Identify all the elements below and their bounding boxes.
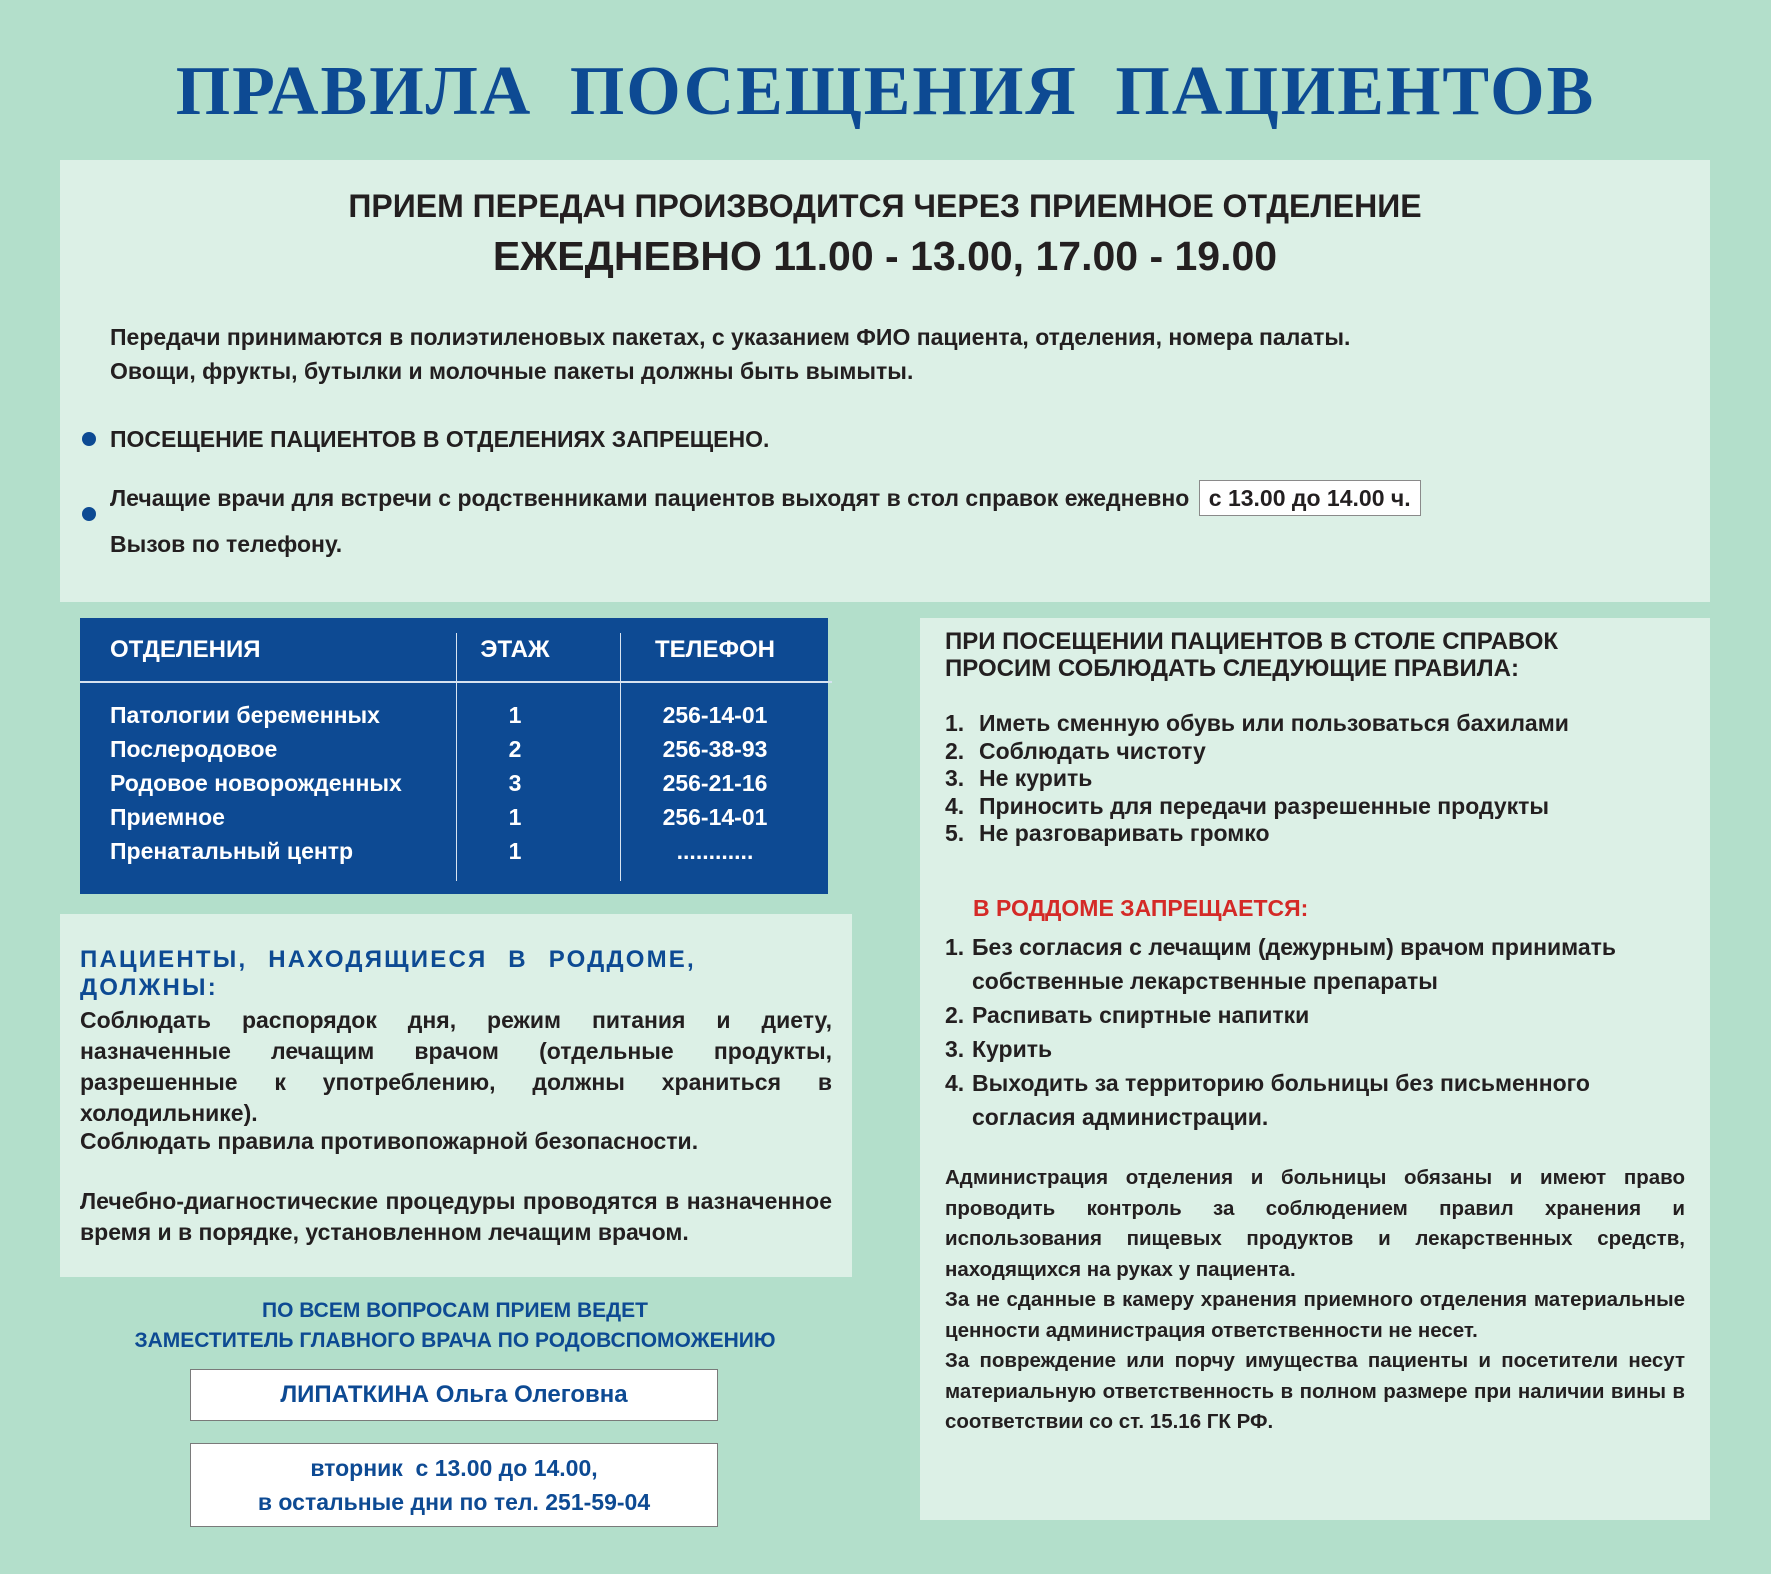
visitor-rules-heading-line-2: ПРОСИМ СОБЛЮДАТЬ СЛЕДУЮЩИЕ ПРАВИЛА: — [945, 655, 1519, 682]
administration-notice-3: За повреждение или порчу имущества пациенты и посетители несут материальную ответственность в полном размере при наличии вины в соответствии со ст. 15.16 ГК РФ. — [945, 1349, 1685, 1433]
forbidden-heading: В РОДДОМЕ ЗАПРЕЩАЕТСЯ: — [973, 895, 1309, 921]
header-divider — [80, 681, 832, 683]
table-row — [80, 736, 828, 770]
doctor-meeting-text: Лечащие врачи для встречи с родственниками пациентов выходят в стол справок ежедневно — [110, 485, 1190, 511]
bullet-icon — [82, 507, 96, 521]
list-item: 5. Не разговаривать громко — [945, 820, 1270, 846]
department-phone: ............ — [676, 838, 754, 864]
table-row — [80, 702, 828, 736]
visiting-forbidden-notice: ПОСЕЩЕНИЕ ПАЦИЕНТОВ В ОТДЕЛЕНИЯХ ЗАПРЕЩЕНО. — [110, 426, 770, 452]
reception-hours-line-1: вторник с 13.00 до 14.00, — [310, 1455, 598, 1481]
visitor-rules-list — [945, 710, 1569, 848]
header-phone: ТЕЛЕФОН — [655, 636, 775, 663]
list-item: 3. Не курить — [945, 765, 1093, 791]
transfer-info-panel — [60, 160, 1710, 602]
phone-call-note: Вызов по телефону. — [110, 531, 343, 557]
table-row — [80, 770, 828, 804]
list-item: 1. Без согласия с лечащим (дежурным) врачом принимать собственные лекарственные препараты — [945, 934, 1617, 994]
administration-notice-1: Администрация отделения и больницы обязаны и имеют право проводить контроль за соблюдением правил хранения и использования пищевых продуктов и лекарственных средств, находящихся на руках у пациента. — [945, 1166, 1685, 1281]
department-phone: 256-21-16 — [662, 770, 768, 796]
doctor-meeting-notice — [110, 480, 1421, 516]
doctor-meeting-hours: с 13.00 до 14.00 ч. — [1199, 480, 1421, 516]
list-item: 2. Соблюдать чистоту — [945, 737, 1206, 764]
department-phone: 256-14-01 — [662, 702, 768, 728]
page-title: ПРАВИЛА ПОСЕЩЕНИЯ ПАЦИЕНТОВ — [175, 53, 1596, 130]
patient-duties-panel — [60, 914, 852, 1277]
forbidden-list — [945, 930, 1685, 1134]
visitor-rules-heading — [945, 628, 1558, 682]
list-item: 2. Распивать спиртные напитки — [945, 1002, 1310, 1028]
header-floor: ЭТАЖ — [480, 636, 550, 663]
list-item: 4. Приносить для передачи разрешенные продукты — [945, 792, 1550, 819]
department-floor: 2 — [508, 736, 522, 762]
administration-notice-2: За не сданные в камеру хранения приемного отделения материальные ценности администрация ответственности не несет. — [945, 1288, 1685, 1342]
department-name: Пренатальный центр — [110, 838, 354, 864]
department-name: Патологии беременных — [110, 702, 380, 728]
reception-hours-line-2: в остальные дни по тел. 251-59-04 — [257, 1489, 651, 1515]
patient-duty-1: Соблюдать распорядок дня, режим питания и диету, назначенные лечащим врачом (отдельные продукты, разрешенные к употреблению, должны храниться в холодильнике). — [80, 1007, 832, 1126]
list-item: 1. Иметь сменную обувь или пользоваться бахилами — [945, 710, 1569, 736]
department-name: Родовое новорожденных — [110, 770, 402, 796]
patient-duty-3: Лечебно-диагностические процедуры проводятся в назначенное время и в порядке, установленном лечащим врачом. — [80, 1188, 832, 1245]
department-floor: 3 — [508, 770, 522, 796]
patient-duty-2: Соблюдать правила противопожарной безопасности. — [80, 1128, 699, 1154]
contact-note — [60, 1296, 850, 1356]
transfer-rule-line-2: Овощи, фрукты, бутылки и молочные пакеты должны быть вымыты. — [110, 358, 914, 384]
contact-line-2: ЗАМЕСТИТЕЛЬ ГЛАВНОГО ВРАЧА ПО РОДОВСПОМОЖЕНИЮ — [134, 1329, 776, 1352]
department-floor: 1 — [508, 838, 522, 864]
header-departments: ОТДЕЛЕНИЯ — [110, 636, 261, 663]
list-item: 4. Выходить за территорию больницы без письменного согласия администрации. — [945, 1070, 1590, 1130]
department-name: Послеродовое — [110, 736, 278, 762]
visitor-rules-heading-line-1: ПРИ ПОСЕЩЕНИИ ПАЦИЕНТОВ В СТОЛЕ СПРАВОК — [945, 628, 1559, 655]
departments-table — [80, 618, 828, 894]
table-row — [80, 804, 828, 838]
department-phone: 256-14-01 — [662, 804, 768, 830]
department-floor: 1 — [508, 702, 522, 728]
reception-hours-box — [190, 1443, 718, 1527]
list-item: 3. Курить — [945, 1036, 1053, 1062]
contact-line-1: ПО ВСЕМ ВОПРОСАМ ПРИЕМ ВЕДЕТ — [262, 1299, 648, 1322]
visitor-rules-panel — [920, 618, 1710, 1520]
department-floor: 1 — [508, 804, 522, 830]
transfer-heading: ПРИЕМ ПЕРЕДАЧ ПРОИЗВОДИТСЯ ЧЕРЕЗ ПРИЕМНОЕ ОТДЕЛЕНИЕ — [348, 188, 1422, 224]
table-row — [80, 838, 828, 872]
bullet-icon — [82, 432, 96, 446]
department-name: Приемное — [110, 804, 225, 830]
department-phone: 256-38-93 — [662, 736, 768, 762]
transfer-rule-line-1: Передачи принимаются в полиэтиленовых пакетах, с указанием ФИО пациента, отделения, номера палаты. — [110, 324, 1351, 350]
administration-notice — [945, 1163, 1685, 1438]
transfer-hours: ЕЖЕДНЕВНО 11.00 - 13.00, 17.00 - 19.00 — [492, 233, 1278, 279]
deputy-name-box: ЛИПАТКИНА Ольга Олеговна — [190, 1369, 718, 1421]
patient-duties-heading: ПАЦИЕНТЫ, НАХОДЯЩИЕСЯ В РОДДОМЕ, ДОЛЖНЫ: — [80, 946, 696, 1001]
